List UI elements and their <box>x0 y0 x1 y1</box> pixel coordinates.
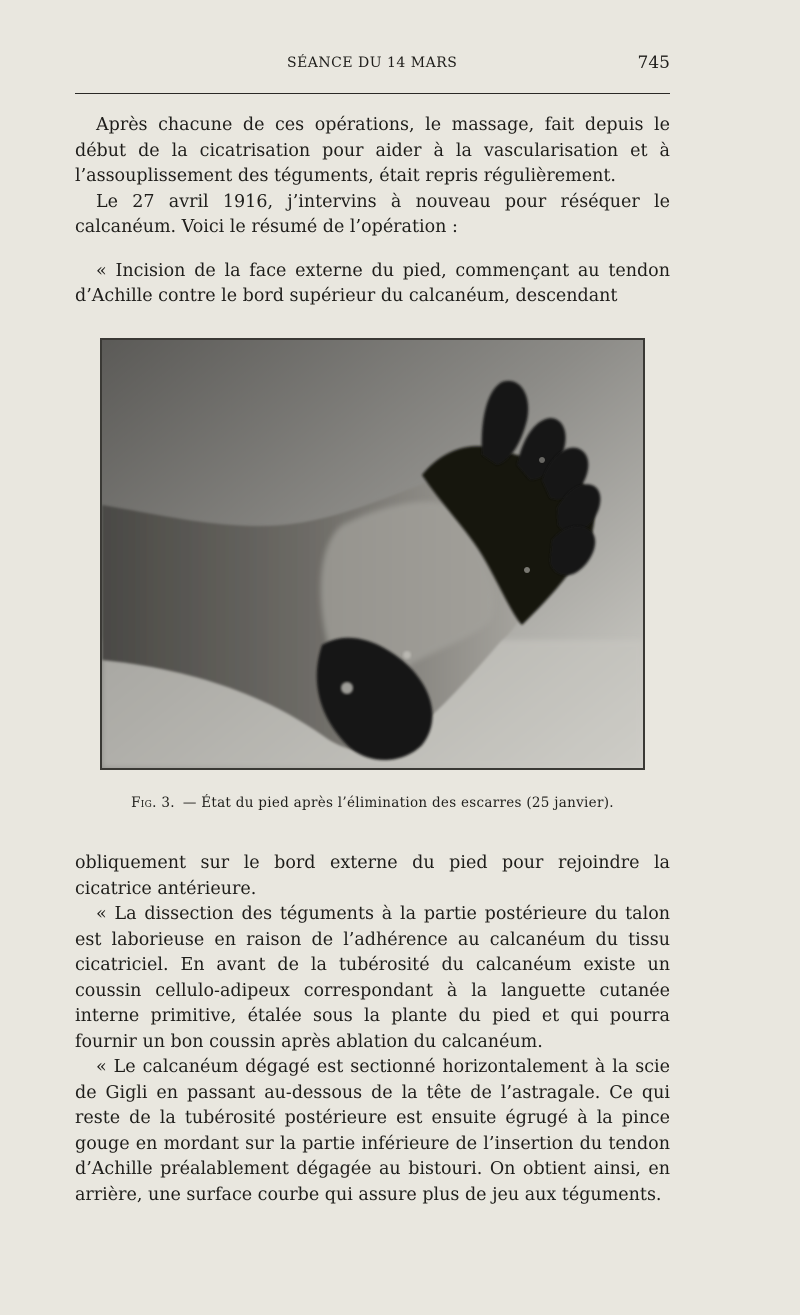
paragraph: « Le calcanéum dégagé est sectionné horizontalement à la scie de Gigli en passant au-dessous de la tête de l’astragale. Ce qui reste de la tubérosité postérieure est ensuite égrugé à la pince gouge en mordant sur la partie inférieure de l’insertion du tendon d’Achille préalablement dégagée au bistouri. On obtient ainsi, en arrière, une surface courbe qui assure plus de jeu aux téguments. <box>75 1057 670 1205</box>
paragraph: obliquement sur le bord externe du pied pour rejoindre la cicatrice antérieure. <box>75 853 670 899</box>
text-block-bottom <box>75 851 670 1208</box>
text-block-top <box>75 113 670 310</box>
paragraph: Le 27 avril 1916, j’intervins à nouveau pour réséquer le calcanéum. Voici le résumé de l’opération : <box>75 191 670 237</box>
figure-caption <box>75 795 670 811</box>
paragraph: Après chacune de ces opérations, le massage, fait depuis le début de la cicatrisation pour aider à la vascularisation et à l’assouplissement des téguments, était repris régulièrement. <box>75 115 670 186</box>
running-title: SÉANCE DU 14 MARS <box>287 55 458 71</box>
figure-label: Fig. 3. <box>131 795 175 811</box>
foot-photograph <box>102 340 643 768</box>
paragraph: « Incision de la face externe du pied, commençant au tendon d’Achille contre le bord supérieur du calcanéum, descendant <box>75 260 670 306</box>
header-rule <box>75 93 670 94</box>
figure-caption-text: — État du pied après l’élimination des escarres (25 janvier). <box>182 795 614 811</box>
page-header <box>75 51 670 81</box>
figure-photo-foot <box>100 338 645 770</box>
page-number: 745 <box>637 53 670 73</box>
paragraph: « La dissection des téguments à la partie postérieure du talon est laborieuse en raison de l’adhérence au calcanéum du tissu cicatriciel. En avant de la tubérosité du calcanéum existe un coussin cellulo-adipeux correspondant à la languette cutanée interne primitive, étalée sous la plante du pied et qui pourra fournir un bon coussin après ablation du calcanéum. <box>75 904 670 1052</box>
